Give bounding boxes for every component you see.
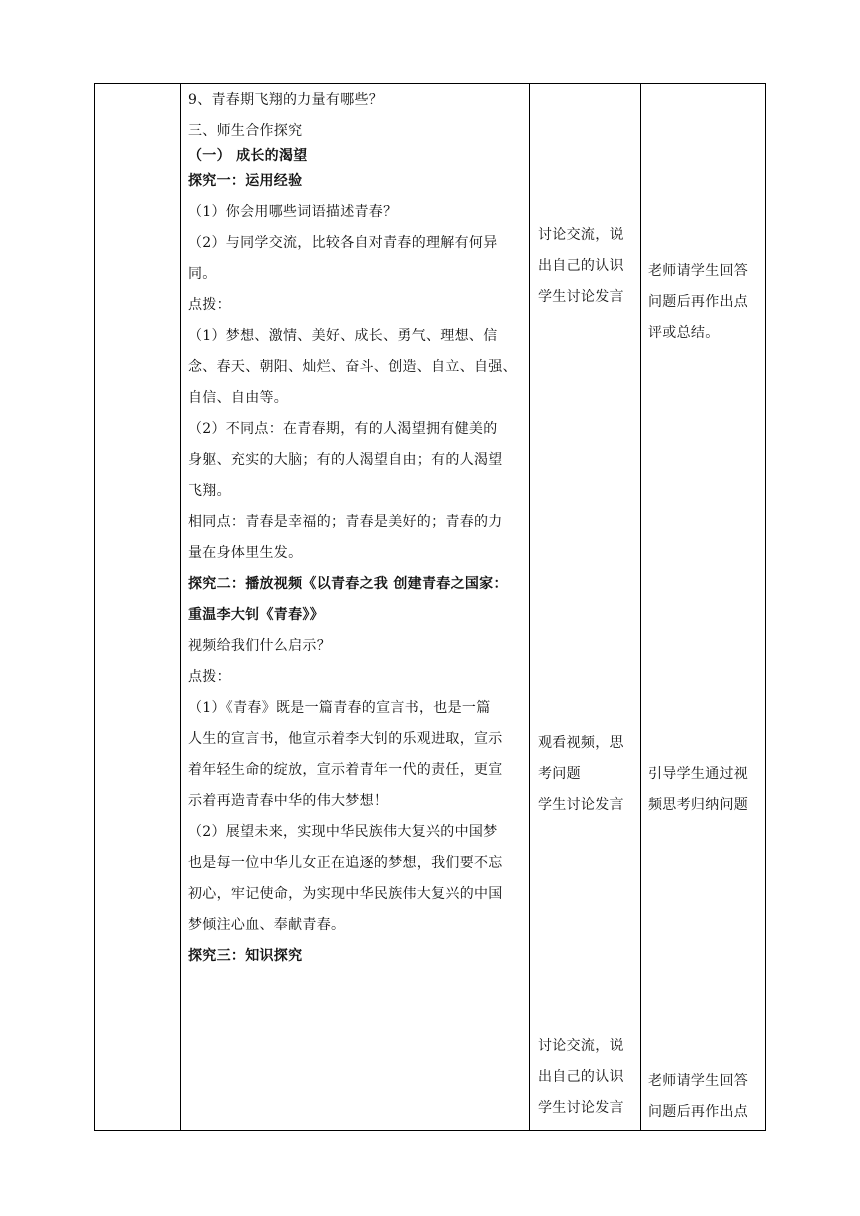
inquiry-2-title-line-1: 探究二：播放视频《以青春之我 创建青春之国家： [188,576,508,592]
student-activity-line: 考问题 [538,766,581,782]
same-points-line-2: 量在身体里生发。 [188,545,303,561]
inquiry-1-title: 探究一：运用经验 [188,173,303,189]
video-hint-2-line-4: 梦倾注心血、奉献青春。 [188,917,346,933]
teacher-activity-line: 老师请学生回答 [648,1073,749,1089]
table-border-bottom [94,1130,766,1131]
teacher-activity-line: 频思考归纳问题 [648,797,749,813]
video-hint-1-line-4: 示着再造青春中华的伟大梦想！ [188,793,389,809]
student-activity-line: 讨论交流，说 [538,1038,624,1054]
same-points-line-1: 相同点：青春是幸福的；青春是美好的；青春的力 [188,514,503,530]
video-question: 视频给我们什么启示？ [188,638,331,654]
table-border-left [94,83,95,1131]
teacher-activity-block-2 [648,759,760,821]
section-heading-3: 三、师生合作探究 [188,123,303,139]
teacher-activity-line: 问题后再作出点 [648,1104,749,1120]
student-activity-block-1 [538,220,634,313]
inquiry-2-title-line-2: 重温李大钊《青春》》 [188,607,324,623]
hint-1-line-2: 念、春天、朝阳、灿烂、奋斗、创造、自立、自强、 [188,359,517,375]
video-hint-1-line-2: 人生的宣言书，他宣示着李大钊的乐观进取，宣示 [188,731,503,747]
student-activity-line: 出自己的认识 [538,1069,624,1085]
student-activity-line: 讨论交流，说 [538,227,624,243]
student-activity-block-2 [538,728,634,821]
table-divider-3 [640,83,641,1131]
video-hint-1-line-3: 着年轻生命的绽放，宣示着青年一代的责任，更宣 [188,762,503,778]
teacher-activity-block-3 [648,1066,760,1128]
hint-1-line-1: （1）梦想、激情、美好、成长、勇气、理想、信 [188,328,498,344]
inquiry-1-question-1: （1）你会用哪些词语描述青春？ [188,204,398,220]
hint-2-line-3: 飞翔。 [188,483,231,499]
inquiry-1-question-2-line-1: （2）与同学交流，比较各自对青春的理解有何异 [188,235,498,251]
student-activity-block-3 [538,1031,634,1124]
table-divider-1 [180,83,181,1131]
teacher-activity-block-1 [648,256,760,349]
table-border-right [765,83,766,1131]
student-activity-line: 学生讨论发言 [538,289,624,305]
teacher-activity-line: 评或总结。 [648,325,720,341]
video-hint-2-line-1: （2）展望未来，实现中华民族伟大复兴的中国梦 [188,824,498,840]
teaching-content-column [188,85,524,972]
teacher-activity-line: 老师请学生回答 [648,263,749,279]
inquiry-1-question-2-line-2: 同。 [188,266,217,282]
video-hint-2-line-3: 初心，牢记使命，为实现中华民族伟大复兴的中国 [188,886,503,902]
student-activity-line: 出自己的认识 [538,258,624,274]
student-activity-line: 学生讨论发言 [538,797,624,813]
teacher-activity-line: 引导学生通过视 [648,766,749,782]
hint-label: 点拨： [188,297,231,313]
hint-1-line-3: 自信、自由等。 [188,390,289,406]
question-9: 9、青春期飞翔的力量有哪些？ [188,92,384,108]
hint-2-line-2: 身躯、充实的大脑；有的人渴望自由；有的人渴望 [188,452,503,468]
inquiry-3-title: 探究三：知识探究 [188,948,303,964]
video-hint-2-line-2: 也是每一位中华儿女正在追逐的梦想，我们要不忘 [188,855,503,871]
table-divider-2 [529,83,530,1131]
video-hint-1-line-1: （1）《青春》既是一篇青春的宣言书，也是一篇 [188,700,491,716]
hint-label: 点拨： [188,669,231,685]
hint-2-line-1: （2）不同点：在青春期，有的人渴望拥有健美的 [188,421,498,437]
teacher-activity-line: 问题后再作出点 [648,294,749,310]
student-activity-line: 学生讨论发言 [538,1100,624,1116]
table-border-top [94,83,766,84]
student-activity-line: 观看视频，思 [538,735,624,751]
subsection-heading-1: （一） 成长的渴望 [188,148,308,164]
